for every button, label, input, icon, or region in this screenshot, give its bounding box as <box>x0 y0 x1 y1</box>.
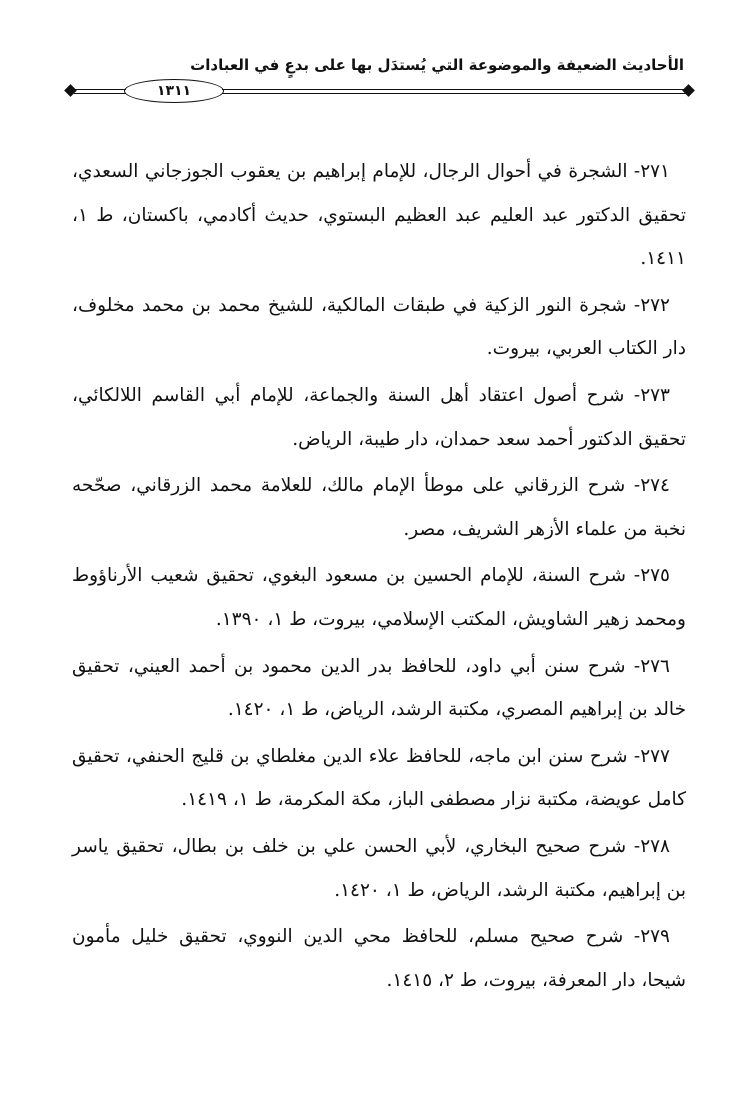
bibliography-entry: ٢٧٩- شرح صحيح مسلم، للحافظ محي الدين النووي، تحقيق خليل مأمون شيحا، دار المعرفة، بيروت، ط ٢، ١٤١٥. <box>72 926 686 991</box>
bibliography-entry: ٢٧٤- شرح الزرقاني على موطأ الإمام مالك، للعلامة محمد الزرقاني، صحّحه نخبة من علماء الأزهر الشريف، مصر. <box>72 475 686 540</box>
bibliography-entry: ٢٧٥- شرح السنة، للإمام الحسين بن مسعود البغوي، تحقيق شعيب الأرناؤوط ومحمد زهير الشاويش، المكتب الإسلامي، بيروت، ط ١، ١٣٩٠. <box>72 565 686 630</box>
page-number <box>124 79 224 103</box>
bibliography-entry: ٢٧١- الشجرة في أحوال الرجال، للإمام إبراهيم بن يعقوب الجوزجاني السعدي، تحقيق الدكتور عبد العليم عبد العظيم البستوي، حديث أكادمي، باكستان، ط ١، ١٤١١. <box>72 161 686 270</box>
header-ornament-left <box>64 84 77 97</box>
page-number-text: ١٣١١ <box>156 83 192 99</box>
bibliography-list <box>72 150 686 1005</box>
bibliography-entry: ٢٧٧- شرح سنن ابن ماجه، للحافظ علاء الدين مغلطاي بن قليج الحنفي، تحقيق كامل عويضة، مكتبة نزار مصطفى الباز، مكة المكرمة، ط ١، ١٤١٩. <box>72 745 686 811</box>
running-header-title: الأحاديث الضعيفة والموضوعة التي يُستدَل بها على بدعٍ في العبادات <box>190 56 684 74</box>
header-rule-left-top <box>74 89 126 90</box>
header-rule-right-top <box>222 89 686 90</box>
bibliography-entry: ٢٧٨- شرح صحيح البخاري، لأبي الحسن علي بن خلف بن بطال، تحقيق ياسر بن إبراهيم، مكتبة الرشد، الرياض، ط ١، ١٤٢٠. <box>72 835 686 901</box>
header-ornament-right <box>682 84 695 97</box>
header-rule-left-bottom <box>74 93 126 94</box>
bibliography-entry: ٢٧٣- شرح أصول اعتقاد أهل السنة والجماعة، للإمام أبي القاسم اللالكائي، تحقيق الدكتور أحمد سعد حمدان، دار طيبة، الرياض. <box>72 384 686 450</box>
bibliography-entry: ٢٧٦- شرح سنن أبي داود، للحافظ بدر الدين محمود بن أحمد العيني، تحقيق خالد بن إبراهيم المصري، مكتبة الرشد، الرياض، ط ١، ١٤٢٠. <box>72 655 686 721</box>
header-rule-right-bottom <box>222 93 686 94</box>
bibliography-entry: ٢٧٢- شجرة النور الزكية في طبقات المالكية، للشيخ محمد بن محمد مخلوف، دار الكتاب العربي، بيروت. <box>72 294 686 360</box>
